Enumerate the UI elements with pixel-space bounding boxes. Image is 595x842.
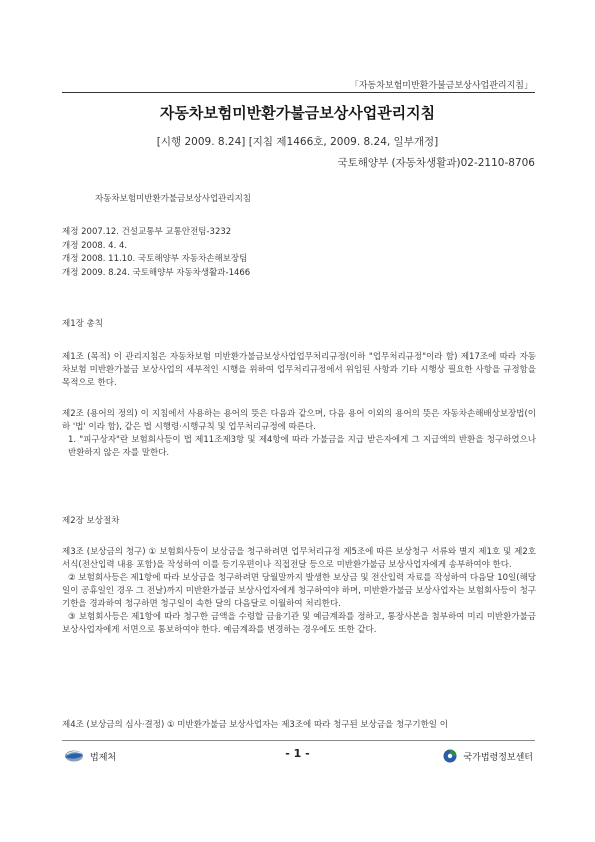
chapter-1-heading: 제1장 총칙 <box>62 319 103 329</box>
document-name: 자동차보험미반환가불금보상사업관리지침 <box>95 194 252 204</box>
page-number: - 1 - <box>285 747 310 760</box>
document-title: 자동차보험미반환가불금보상사업관리지침 <box>159 104 436 122</box>
footer-right <box>443 749 533 763</box>
article-3 <box>62 546 536 637</box>
law-info-center-logo-icon <box>443 749 457 763</box>
article-2 <box>62 408 536 460</box>
enforcement-info: [시행 2009. 8.24] [지침 제1466호, 2009. 8.24, 일부개정] <box>156 136 439 148</box>
article-1-text: 제1조 (목적) 이 관리지침은 자동차보험 미반환가불금보상사업업무처리규정(이하 "업무처리규정"이라 함) 제17조에 따라 자동차보험 미반환가불금 보상사업의 세부적인 시행을 위하여 업무처리규정에서 위임된 사항과 기타 시행상 필요한 사항을 규정함을 목적으로 한다. <box>62 352 536 388</box>
footer-rule <box>62 740 535 741</box>
article-2-text: 제2조 (용어의 정의) 이 지침에서 사용하는 용어의 뜻은 다음과 같으며, 다음 용어 이외의 용어의 뜻은 자동차손해배상보장법(이하 '법' 이라 함), 같은 법 시행령·시행규칙 및 업무처리규정에 따른다. <box>62 409 536 432</box>
footer-left-label: 법제처 <box>90 752 117 763</box>
header-rule <box>62 92 535 93</box>
history-entry: 개정 2009. 8.24. 국토해양부 자동차생활과-1466 <box>62 267 251 278</box>
article-3-paragraph-3: ③ 보험회사등은 제1항에 따라 청구한 금액을 수령할 금융기관 및 예금계좌를 정하고, 통장사본을 첨부하여 미리 미반환가불금 보상사업자에게 서면으로 통보하여야 한다. 예금계좌를 변경하는 경우에도 또한 같다. <box>62 612 536 635</box>
running-header: 「자동차보험미반환가불금보상사업관리지침」 <box>349 81 533 91</box>
footer-right-label: 국가법령정보센터 <box>463 752 533 763</box>
article-3-paragraph-2: ② 보험회사등은 제1항에 따라 보상금을 청구하려면 당월말까지 발생한 보상금 및 전산입력 자료를 작성하여 다음달 10일(해당일이 공휴일인 경우 그 전날)까지 미반환가불금 보상사업자에게 청구하여야 하며, 미반환가불금 보상사업자는 보험회사등이 청구기한을 경과하여 청구하면 청구일이 속한 달의 다음달로 이월하여 처리한다. <box>62 573 536 609</box>
history-entry: 개정 2008. 11.10. 국토해양부 자동차손해보장팀 <box>62 254 248 264</box>
history-entry: 개정 2008. 4. 4. <box>62 240 128 251</box>
article-4: 제4조 (보상금의 심사·결정) ① 미반환가불금 보상사업자는 제3조에 따라 청구된 보상금을 청구기한일 이 <box>62 720 448 730</box>
article-3-paragraph-1: 제3조 (보상금의 청구) ① 보험회사등이 보상금을 청구하려면 업무처리규정 제5조에 따른 보상청구 서류와 별지 제1호 및 제2호 서식(전산입력 내용 포함)을 작성하여 이를 등기우편이나 직접전달 등으로 미반환가불금 보상사업자에게 송부하여야 한다. <box>62 547 536 570</box>
revision-history <box>62 226 536 280</box>
article-1 <box>62 351 536 390</box>
chapter-2-heading: 제2장 보상절차 <box>62 516 120 526</box>
history-entry: 제정 2007.12. 건설교통부 교통안전팀-3232 <box>62 227 232 237</box>
ministry-contact: 국토해양부 (자동차생활과)02-2110-8706 <box>337 157 535 169</box>
article-2-item-1: 1. "피구상자"란 보험회사등이 법 제11조제3항 및 제4항에 따라 가불금을 지급 받은자에게 그 지급액의 반환을 청구하였으나 반환하지 않은 자를 말한다. <box>68 435 536 458</box>
